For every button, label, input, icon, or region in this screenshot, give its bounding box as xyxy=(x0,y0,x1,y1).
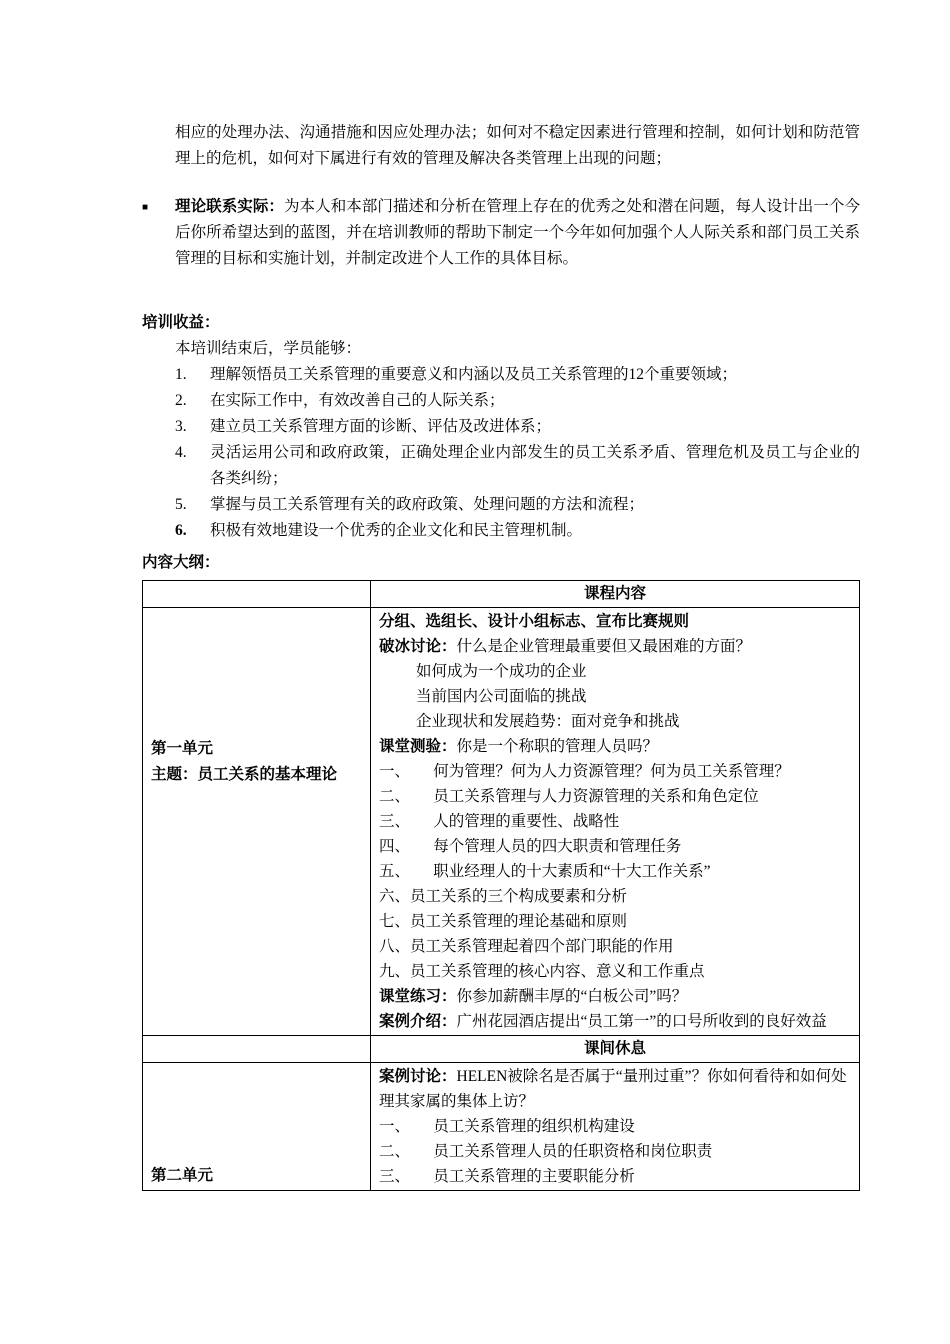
list-item-number: 1. xyxy=(175,366,187,383)
line-bold-label: 课堂练习： xyxy=(379,988,457,1005)
outline-heading: 内容大纲： xyxy=(142,554,220,571)
numbered-list-item xyxy=(175,518,860,544)
line-text: 一、 何为管理？何为人力资源管理？何为员工关系管理？ xyxy=(379,763,790,780)
line-text: 建立员工关系管理方面的诊断、评估及改进体系； xyxy=(210,418,552,435)
break-cell-empty xyxy=(143,1036,371,1063)
line-bold-label: 课堂测验： xyxy=(379,738,457,755)
line-text: 一、 员工关系管理的组织机构建设 xyxy=(379,1118,635,1135)
bullet-body-text: 为本人和本部门描述和分析在管理上存在的优秀之处和潜在问题，每人设计出一个今后你所希望达到的蓝图，并在培训教师的帮助下制定一个今年如何加强个人人际关系和部门员工关系管理的目标和实施计划，并制定改进个人工作的具体目标。 xyxy=(175,198,860,267)
line-text: 在实际工作中，有效改善自己的人际关系； xyxy=(210,392,505,409)
content-line xyxy=(379,1114,851,1139)
unit1-title-cell xyxy=(143,608,371,1036)
unit2-title-line1: 第二单元 xyxy=(151,1167,214,1184)
list-item-number: 5. xyxy=(175,496,187,513)
benefits-heading: 培训收益： xyxy=(142,314,220,331)
line-text: 你是一个称职的管理人员吗？ xyxy=(456,738,659,755)
numbered-list-item xyxy=(175,492,860,518)
break-label: 课间休息 xyxy=(583,1040,646,1057)
content-line xyxy=(379,984,851,1009)
line-text: 当前国内公司面临的挑战 xyxy=(416,688,587,705)
content-line xyxy=(379,634,851,659)
content-line xyxy=(379,1164,851,1189)
line-text: 三、 人的管理的重要性、战略性 xyxy=(379,813,620,830)
bullet-text xyxy=(175,194,860,272)
list-item-number: 2. xyxy=(175,392,187,409)
header-cell-empty xyxy=(143,581,371,608)
content-line xyxy=(379,959,851,984)
line-text: 五、 职业经理人的十大素质和“十大工作关系” xyxy=(379,863,711,880)
content-line xyxy=(379,709,851,734)
unit1-row xyxy=(143,608,860,1036)
content-line xyxy=(379,909,851,934)
numbered-list-item xyxy=(175,414,860,440)
line-text: 掌握与员工关系管理有关的政府政策、处理问题的方法和流程； xyxy=(210,496,645,513)
header-cell-course-content xyxy=(371,581,860,608)
line-text: 理解领悟员工关系管理的重要意义和内涵以及员工关系管理的12个重要领域； xyxy=(210,366,738,383)
line-bold-label: 破冰讨论： xyxy=(379,638,457,655)
content-line xyxy=(379,834,851,859)
content-line xyxy=(379,1139,851,1164)
line-text: 二、 员工关系管理与人力资源管理的关系和角色定位 xyxy=(379,788,759,805)
line-text: HELEN被除名是否属于“量刑过重”？你如何看待和如何处理其家属的集体上访？ xyxy=(379,1068,847,1110)
line-text: 如何成为一个成功的企业 xyxy=(416,663,587,680)
unit2-content-cell xyxy=(371,1063,860,1191)
line-text: 六、员工关系的三个构成要素和分析 xyxy=(379,888,628,905)
content-line xyxy=(379,759,851,784)
line-bold-label: 案例介绍： xyxy=(379,1013,457,1030)
square-bullet-icon: ■ xyxy=(142,202,149,213)
paragraph-continuation: 相应的处理办法、沟通措施和因应处理办法；如何对不稳定因素进行管理和控制，如何计划和防范管理上的危机，如何对下属进行有效的管理及解决各类管理上出现的问题； xyxy=(175,124,860,167)
unit2-title-cell xyxy=(143,1063,371,1191)
bullet-bold-label: 理论联系实际： xyxy=(175,198,284,215)
list-item-number: 3. xyxy=(175,418,187,435)
unit2-row xyxy=(143,1063,860,1191)
list-item-number: 4. xyxy=(175,444,187,461)
benefits-list xyxy=(175,362,860,544)
line-text: 企业现状和发展趋势：面对竞争和挑战 xyxy=(416,713,680,730)
line-text: 积极有效地建设一个优秀的企业文化和民主管理机制。 xyxy=(210,522,583,539)
numbered-list-item xyxy=(175,388,860,414)
line-bold-label: 案例讨论： xyxy=(379,1068,457,1085)
unit1-title-line1: 第一单元 xyxy=(151,740,214,757)
content-line xyxy=(379,734,851,759)
numbered-list-item xyxy=(175,440,860,492)
list-item-number: 6. xyxy=(175,522,187,539)
content-line xyxy=(379,1064,851,1114)
line-text: 广州花园酒店提出“员工第一”的口号所收到的良好效益 xyxy=(456,1013,827,1030)
line-text: 九、员工关系管理的核心内容、意义和工作重点 xyxy=(379,963,705,980)
column-header-label: 课程内容 xyxy=(583,585,646,602)
line-text: 灵活运用公司和政府政策，正确处理企业内部发生的员工关系矛盾、管理危机及员工与企业的各类纠纷； xyxy=(210,444,860,487)
numbered-list-item xyxy=(175,362,860,388)
content-line xyxy=(379,884,851,909)
bullet-item-theory-practice xyxy=(142,194,860,272)
content-line xyxy=(379,1009,851,1034)
line-bold-label: 分组、选组长、设计小组标志、宣布比赛规则 xyxy=(379,613,690,630)
content-line xyxy=(379,809,851,834)
content-line xyxy=(379,784,851,809)
line-text: 什么是企业管理最重要但又最困难的方面？ xyxy=(456,638,752,655)
line-text: 七、员工关系管理的理论基础和原则 xyxy=(379,913,628,930)
line-text: 四、 每个管理人员的四大职责和管理任务 xyxy=(379,838,682,855)
content-line xyxy=(379,859,851,884)
table-header-row xyxy=(143,581,860,608)
benefits-intro: 本培训结束后，学员能够： xyxy=(175,340,362,357)
unit1-title-line2: 主题：员工关系的基本理论 xyxy=(151,766,338,783)
line-text: 八、员工关系管理起着四个部门职能的作用 xyxy=(379,938,674,955)
line-text: 你参加薪酬丰厚的“白板公司”吗？ xyxy=(456,988,688,1005)
line-text: 二、 员工关系管理人员的任职资格和岗位职责 xyxy=(379,1143,713,1160)
break-row xyxy=(143,1036,860,1063)
unit1-content-cell xyxy=(371,608,860,1036)
content-line xyxy=(379,684,851,709)
content-line xyxy=(379,934,851,959)
break-cell-label xyxy=(371,1036,860,1063)
course-outline-table xyxy=(142,580,860,1191)
content-line xyxy=(379,659,851,684)
content-line xyxy=(379,609,851,634)
line-text: 三、 员工关系管理的主要职能分析 xyxy=(379,1168,635,1185)
